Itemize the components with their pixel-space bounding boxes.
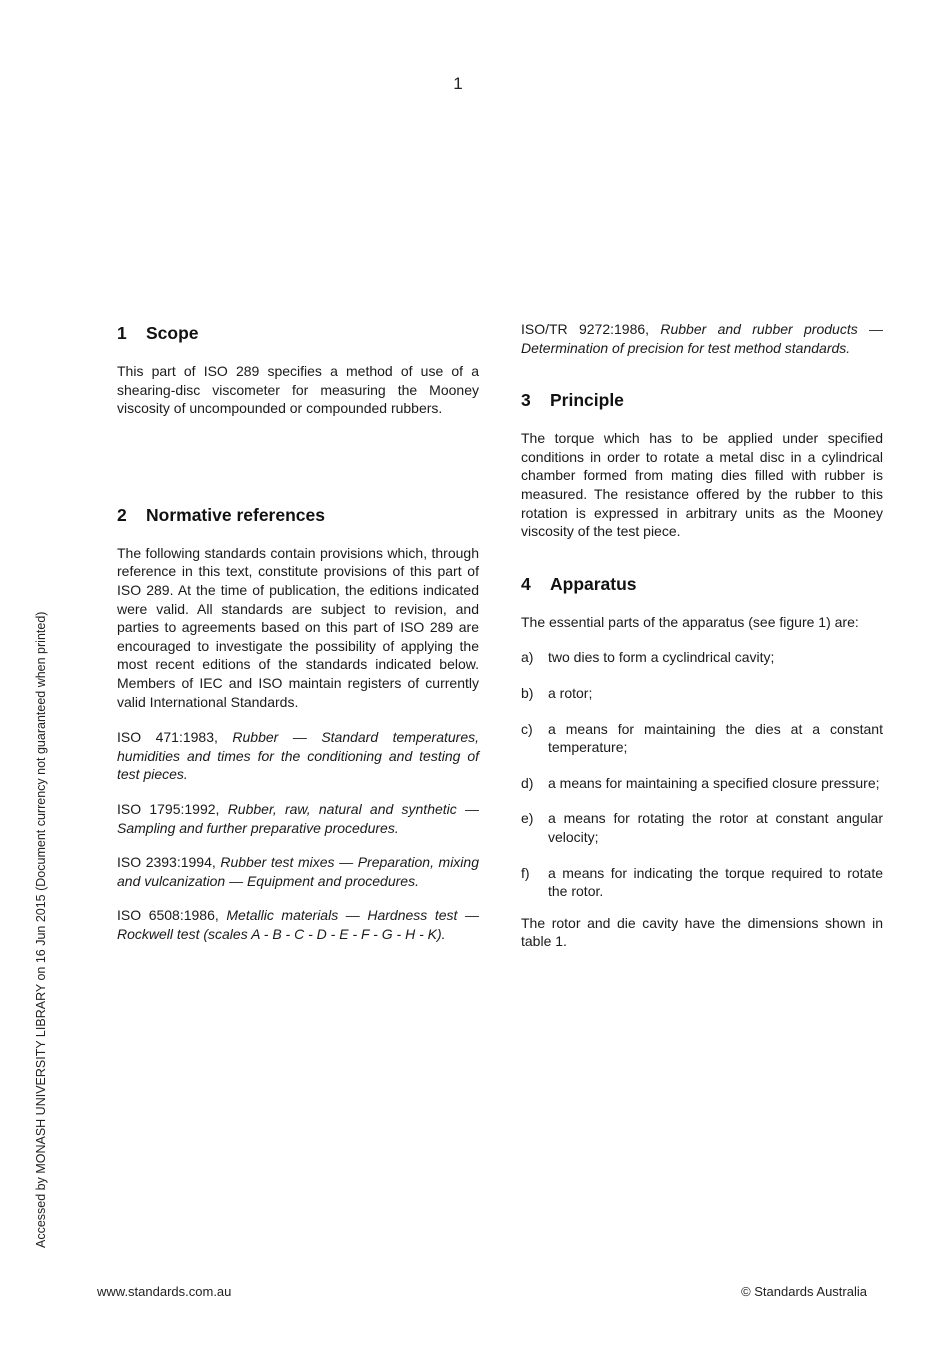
- reference-item: [117, 800, 479, 837]
- reference-title: Rubber and rubber products — Determination of precision for test method standards.: [521, 321, 884, 356]
- left-column: [117, 320, 479, 959]
- list-marker: f): [521, 864, 530, 881]
- reference-title: Rubber, raw, natural and synthetic — Sampling and further preparative procedures.: [117, 800, 480, 836]
- page-number: 1: [453, 74, 463, 93]
- footer-copyright: © Standards Australia: [741, 1284, 867, 1299]
- principle-text: The torque which has to be applied under specified conditions in order to rotate a metal disc in a cylindrical chamber formed from mating dies filled with rubber is measured. The resistance offered by the rubber to this rotation is expressed in arbitrary units as the Mooney viscosity of the test piece.: [521, 430, 883, 540]
- section-scope-heading: [117, 320, 479, 346]
- section-number: 4: [521, 573, 531, 594]
- reference-item: [521, 320, 883, 357]
- reference-code: ISO/TR 9272:1986,: [521, 321, 650, 337]
- list-text: two dies to form a cyclindrical cavity;: [548, 649, 775, 666]
- apparatus-closing: The rotor and die cavity have the dimensions shown in table 1.: [521, 914, 883, 950]
- list-item: [521, 720, 883, 757]
- list-item: [521, 774, 883, 793]
- list-marker: e): [521, 810, 534, 827]
- section-normative-heading: [117, 502, 479, 528]
- list-text: a means for indicating the torque required to rotate the rotor.: [548, 864, 883, 900]
- list-text: a rotor;: [548, 684, 593, 701]
- reference-code: ISO 471:1983,: [117, 729, 218, 746]
- reference-code: ISO 6508:1986,: [117, 907, 219, 924]
- reference-item: [117, 728, 479, 784]
- list-item: [521, 684, 883, 703]
- list-marker: c): [521, 720, 533, 737]
- list-text: a means for rotating the rotor at constant angular velocity;: [548, 810, 883, 845]
- section-number: 1: [117, 323, 127, 343]
- list-marker: b): [521, 684, 534, 701]
- access-watermark: Accessed by MONASH UNIVERSITY LIBRARY on 16 Jun 2015 (Document currency not guaranteed when printed): [34, 611, 48, 1248]
- list-item: [521, 809, 883, 846]
- reference-title: Metallic materials — Hardness test — Rockwell test (scales A - B - C - D - E - F - G - H - K).: [117, 907, 480, 942]
- section-apparatus-heading: [521, 571, 883, 597]
- list-marker: a): [521, 649, 534, 666]
- reference-code: ISO 2393:1994,: [117, 854, 216, 871]
- reference-item: [117, 906, 479, 943]
- footer-website: www.standards.com.au: [97, 1284, 232, 1299]
- section-number: 3: [521, 390, 531, 411]
- apparatus-intro: The essential parts of the apparatus (see figure 1) are:: [521, 613, 859, 630]
- reference-code: ISO 1795:1992,: [117, 800, 220, 817]
- scope-text: This part of ISO 289 specifies a method of use of a shearing-disc viscometer for measuring the Mooney viscosity of uncompounded or compounded rubbers.: [117, 363, 479, 417]
- section-number: 2: [117, 504, 127, 525]
- list-marker: d): [521, 774, 534, 791]
- list-item: [521, 864, 883, 901]
- list-item: [521, 648, 883, 667]
- reference-item: [117, 853, 479, 890]
- section-principle-heading: [521, 387, 883, 413]
- list-text: a means for maintaining a specified closure pressure;: [548, 774, 880, 791]
- list-text: a means for maintaining the dies at a constant temperature;: [548, 720, 883, 756]
- section-title: Principle: [550, 390, 624, 411]
- section-title: Normative references: [146, 504, 325, 525]
- right-column: [521, 320, 883, 951]
- reference-title: Rubber — Standard temperatures, humidities and times for the conditioning and testing of test pieces.: [117, 729, 480, 783]
- normative-text: The following standards contain provisions which, through reference in this text, constitute provisions of this part of ISO 289. At the time of publication, the editions indicated were valid. All standards are subject to revision, and parties to agreements based on this part of ISO 289 are encouraged to investigate the possibility of applying the most recent editions of the standards indicated below. Members of IEC and ISO maintain registers of currently valid International Standards.: [117, 544, 479, 710]
- section-title: Apparatus: [550, 573, 637, 594]
- reference-title: Rubber test mixes — Preparation, mixing and vulcanization — Equipment and procedures.: [117, 854, 479, 889]
- section-title: Scope: [146, 323, 199, 343]
